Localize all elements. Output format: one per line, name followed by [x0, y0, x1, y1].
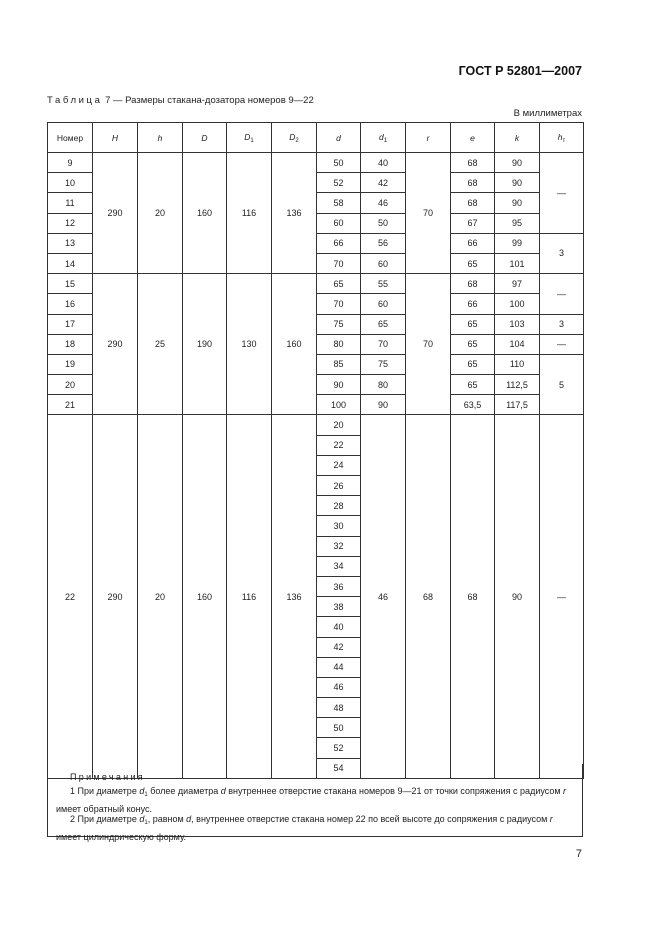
- cell-d: 28: [317, 496, 361, 516]
- cell-number: 11: [48, 193, 93, 213]
- cell-d2: 160: [272, 274, 317, 415]
- cell-d1: 70: [361, 334, 406, 354]
- cell-ht: —: [540, 415, 584, 778]
- cell-d: 75: [317, 314, 361, 334]
- cell-number: 21: [48, 395, 93, 415]
- note-2: 2 При диаметре $d_1$, равном d, внутреннее отверстие стакана номер 22 по всей высоте до сопряжения с радиусом r имеет цилиндрическую форму.: [56, 814, 553, 842]
- column-header: [361, 123, 406, 153]
- cell-e: 65: [451, 334, 495, 354]
- cell-d: 70: [317, 294, 361, 314]
- column-header-label: d: [336, 132, 341, 143]
- column-header: [227, 123, 272, 153]
- cell-d1: 75: [361, 354, 406, 374]
- cell-d: 30: [317, 516, 361, 536]
- cell-d: 38: [317, 597, 361, 617]
- column-header-label: D: [289, 131, 296, 142]
- cell-e: 68: [451, 274, 495, 294]
- cell-number: 10: [48, 173, 93, 193]
- cell-e: 65: [451, 314, 495, 334]
- cell-d: 70: [317, 253, 361, 273]
- column-header-label: h: [557, 131, 563, 142]
- cell-d: 160: [183, 415, 227, 778]
- cell-d: 85: [317, 354, 361, 374]
- cell-d: 40: [317, 617, 361, 637]
- cell-d: 26: [317, 476, 361, 496]
- cell-e: 66: [451, 233, 495, 253]
- cell-e: 68: [451, 153, 495, 173]
- cell-d: 24: [317, 455, 361, 475]
- cell-d: 100: [317, 395, 361, 415]
- cell-r: 70: [406, 274, 451, 415]
- cell-number: 19: [48, 354, 93, 374]
- cell-d1: 60: [361, 294, 406, 314]
- cell-ht: 3: [540, 314, 584, 334]
- table-row: [48, 274, 584, 294]
- column-header: [451, 123, 495, 153]
- column-header: [495, 123, 540, 153]
- cell-ht: —: [540, 153, 584, 234]
- notes-block: [47, 764, 583, 842]
- cell-h: 20: [138, 415, 183, 778]
- cell-d1: 65: [361, 314, 406, 334]
- cell-e: 68: [451, 173, 495, 193]
- cell-d: 22: [317, 435, 361, 455]
- column-header: [93, 123, 138, 153]
- cell-d: 50: [317, 718, 361, 738]
- cell-e: 65: [451, 375, 495, 395]
- header-row: [48, 123, 584, 153]
- cell-k: 104: [495, 334, 540, 354]
- column-header-label: d: [378, 131, 384, 142]
- cell-number: 13: [48, 233, 93, 253]
- table-header: [48, 123, 584, 153]
- cell-d: 58: [317, 193, 361, 213]
- column-header: [183, 123, 227, 153]
- column-header: [406, 123, 451, 153]
- cell-number: 14: [48, 253, 93, 273]
- cell-d1: 46: [361, 193, 406, 213]
- cell-d: 190: [183, 274, 227, 415]
- cell-ht: 5: [540, 354, 584, 415]
- cell-d1: 42: [361, 173, 406, 193]
- cell-k: 117,5: [495, 395, 540, 415]
- cell-k: 110: [495, 354, 540, 374]
- units-label: В миллиметрах: [513, 108, 582, 119]
- cell-number: 12: [48, 213, 93, 233]
- cell-number: 17: [48, 314, 93, 334]
- cell-d: 20: [317, 415, 361, 435]
- column-header-subscript: 1: [383, 137, 388, 144]
- cell-number: 20: [48, 375, 93, 395]
- cell-e: 63,5: [451, 395, 495, 415]
- cell-d1: 130: [227, 274, 272, 415]
- cell-r: 68: [406, 415, 451, 778]
- table-row: [48, 415, 584, 435]
- cell-e: 68: [451, 193, 495, 213]
- cell-d: 60: [317, 213, 361, 233]
- caption-prefix: Таблица: [47, 95, 103, 106]
- cell-k: 101: [495, 253, 540, 273]
- cell-d1: 90: [361, 395, 406, 415]
- cell-h: 290: [93, 415, 138, 778]
- cell-num: 22: [48, 415, 93, 778]
- cell-h: 20: [138, 153, 183, 274]
- cell-e: 66: [451, 294, 495, 314]
- cell-number: 9: [48, 153, 93, 173]
- cell-d: 54: [317, 758, 361, 778]
- column-header-label: D: [244, 131, 251, 142]
- column-header: [272, 123, 317, 153]
- cell-d: 52: [317, 738, 361, 758]
- cell-ht: —: [540, 334, 584, 354]
- dimensions-table: [47, 122, 584, 779]
- cell-d2: 136: [272, 153, 317, 274]
- cell-number: 16: [48, 294, 93, 314]
- cell-k: 90: [495, 193, 540, 213]
- cell-d: 66: [317, 233, 361, 253]
- cell-k: 100: [495, 294, 540, 314]
- cell-d1: 50: [361, 213, 406, 233]
- column-header-subscript: 1: [250, 137, 254, 144]
- cell-d: 65: [317, 274, 361, 294]
- cell-d: 90: [317, 375, 361, 395]
- table-row: [48, 153, 584, 173]
- column-header: [540, 123, 584, 153]
- cell-d: 32: [317, 536, 361, 556]
- column-header-label: e: [470, 132, 475, 143]
- column-header: [317, 123, 361, 153]
- column-header: [48, 123, 93, 153]
- cell-e: 65: [451, 354, 495, 374]
- cell-k: 99: [495, 233, 540, 253]
- cell-d1: 46: [361, 415, 406, 778]
- cell-d: 52: [317, 173, 361, 193]
- column-header-label: h: [157, 132, 163, 143]
- cell-k: 95: [495, 213, 540, 233]
- table-caption: [47, 95, 314, 106]
- cell-k: 90: [495, 153, 540, 173]
- cell-d1: 116: [227, 153, 272, 274]
- column-header: [138, 123, 183, 153]
- cell-number: 15: [48, 274, 93, 294]
- cell-d: 34: [317, 556, 361, 576]
- cell-d: 48: [317, 698, 361, 718]
- column-header-label: k: [514, 132, 520, 143]
- cell-d: 36: [317, 576, 361, 596]
- cell-d1: 40: [361, 153, 406, 173]
- cell-d1: 60: [361, 253, 406, 273]
- cell-k: 103: [495, 314, 540, 334]
- notes-title: Примечания: [70, 772, 145, 782]
- cell-k: 97: [495, 274, 540, 294]
- cell-h: 290: [93, 153, 138, 274]
- cell-k: 90: [495, 415, 540, 778]
- cell-e: 67: [451, 213, 495, 233]
- column-header-subscript: 2: [295, 137, 299, 144]
- cell-h: 25: [138, 274, 183, 415]
- cell-d1: 55: [361, 274, 406, 294]
- cell-k: 90: [495, 173, 540, 193]
- cell-e: 65: [451, 253, 495, 273]
- cell-number: 18: [48, 334, 93, 354]
- column-header-label: Номер: [56, 132, 84, 143]
- column-header-label: r: [426, 132, 430, 143]
- cell-d: 160: [183, 153, 227, 274]
- column-header-label: H: [111, 132, 119, 143]
- cell-d2: 136: [272, 415, 317, 778]
- cell-ht: —: [540, 274, 584, 314]
- cell-ht: 3: [540, 233, 584, 273]
- cell-d: 46: [317, 677, 361, 697]
- cell-d1: 80: [361, 375, 406, 395]
- cell-d: 50: [317, 153, 361, 173]
- page-number: 7: [575, 848, 582, 860]
- cell-d1: 116: [227, 415, 272, 778]
- cell-e: 68: [451, 415, 495, 778]
- cell-d1: 56: [361, 233, 406, 253]
- cell-d: 42: [317, 637, 361, 657]
- cell-k: 112,5: [495, 375, 540, 395]
- note-1: 1 При диаметре $d_1$ более диаметра d внутреннее отверстие стакана номеров 9—21 от точки сопряжения с радиусом r имеет обратный конус.: [56, 786, 567, 814]
- table-body: [48, 153, 584, 779]
- cell-d: 80: [317, 334, 361, 354]
- document-standard-id: ГОСТ Р 52801—2007: [458, 64, 582, 78]
- cell-h: 290: [93, 274, 138, 415]
- caption-text: 7 — Размеры стакана-дозатора номеров 9—22: [105, 95, 314, 106]
- cell-r: 70: [406, 153, 451, 274]
- cell-d: 44: [317, 657, 361, 677]
- column-header-subscript: т: [562, 137, 566, 144]
- column-header-label: D: [201, 132, 208, 143]
